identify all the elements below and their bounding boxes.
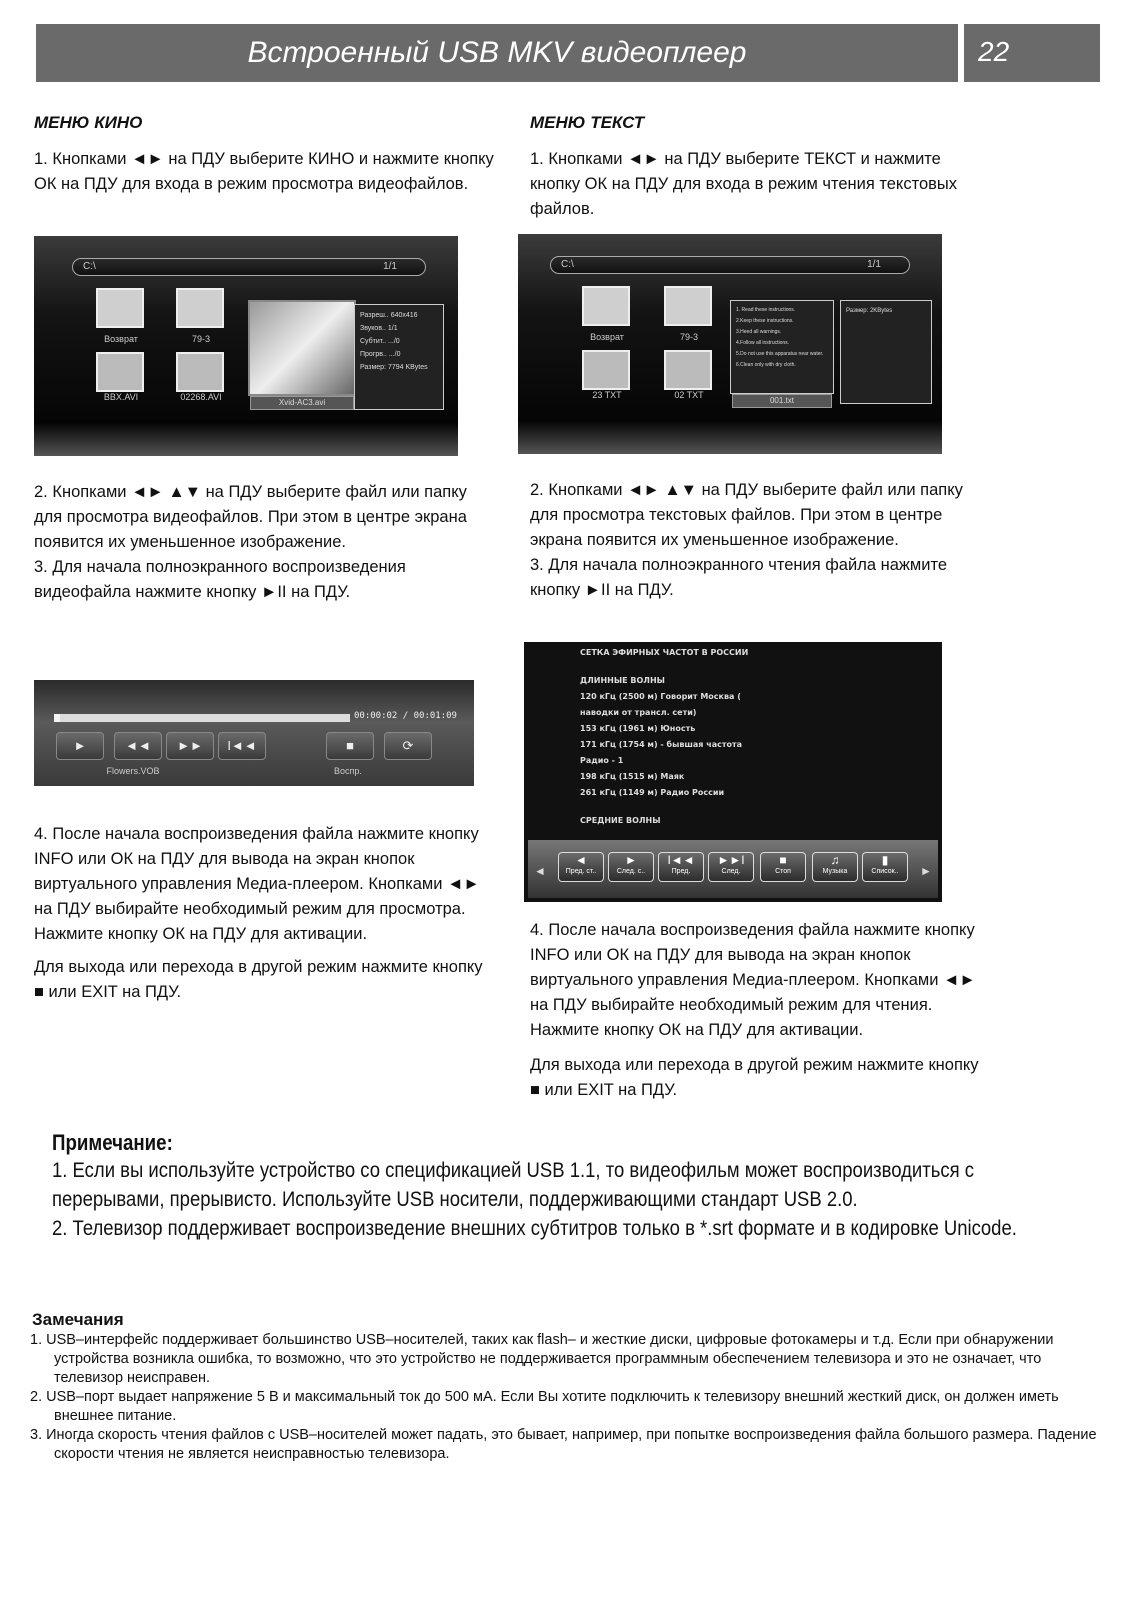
button-label: Пред. ст.. — [565, 868, 597, 875]
preview-line: 5.Do not use this apparatus near water. — [736, 351, 824, 357]
tile-label: 79-3 — [191, 334, 210, 344]
note-item-1: 1. Если вы используйте устройство со спецификацией USB 1.1, то видеофильм может воспроизводиться с перерывами, прерывисто. Используйте USB носители, поддерживающими стандарт USB 2.0. — [52, 1158, 975, 1211]
text-line: 120 кГц (2500 м) Говорит Москва ( — [580, 692, 741, 701]
file-info-panel — [840, 300, 932, 404]
text-file-icon[interactable] — [664, 350, 712, 390]
note-section — [52, 1130, 1092, 1243]
folder-icon[interactable] — [176, 288, 224, 328]
list-icon: ▮ — [881, 853, 889, 867]
playback-time: 00:00:02 / 00:01:09 — [354, 711, 457, 721]
back-folder-icon[interactable] — [96, 288, 144, 328]
prev-file-icon: I◄◄ — [667, 853, 695, 867]
tile-label: 79-3 — [679, 332, 698, 342]
info-line: Размер: 2KBytes — [846, 308, 893, 314]
prev-page-button[interactable] — [558, 852, 604, 882]
text-step-3: 3. Для начала полноэкранного чтения файла нажмите кнопку ►II на ПДУ. — [530, 556, 948, 599]
video-file-icon[interactable] — [176, 352, 224, 392]
text-count: 1/1 — [867, 259, 881, 270]
movie-path-bar — [72, 258, 426, 276]
movie-step-4: 4. После начала воспроизведения файла нажмите кнопку INFO или ОК на ПДУ для вывода на экран кнопок виртуального управления Медиа-плеером. Кнопками ◄► на ПДУ выбирайте необходимый режим для просмотра. Нажмите кнопку ОК на ПДУ для активации. — [34, 825, 480, 943]
preview-line: 1. Read these instructions. — [736, 307, 796, 313]
movie-count: 1/1 — [383, 261, 397, 272]
prev-page-icon: ◄ — [575, 853, 587, 867]
text-line: ДЛИННЫЕ ВОЛНЫ — [580, 676, 665, 685]
scroll-right-icon[interactable]: ► — [920, 864, 932, 878]
tile-label: 02 TXT — [674, 390, 704, 400]
music-button[interactable] — [812, 852, 858, 882]
text-line: 153 кГц (1961 м) Юность — [580, 724, 696, 733]
play-button[interactable]: ► — [56, 732, 104, 760]
text-control-bar — [528, 840, 938, 898]
video-player-controls — [34, 680, 474, 786]
info-line: Звуков.. 1/1 — [360, 325, 398, 332]
music-icon: ♫ — [830, 853, 840, 867]
text-browser-screen — [518, 234, 942, 454]
button-label: Стоп — [775, 868, 791, 875]
movie-menu-section — [34, 110, 494, 197]
page-title: Встроенный USB MKV видеоплеер — [36, 24, 958, 82]
movie-browser-screen — [34, 236, 458, 456]
preview-caption: 001.txt — [732, 394, 832, 408]
remarks-title: Замечания — [32, 1310, 124, 1329]
text-line: Радио - 1 — [580, 756, 624, 765]
text-line: наводки от трансл. сети) — [580, 708, 697, 717]
scroll-left-icon[interactable]: ◄ — [534, 864, 546, 878]
text-line: 261 кГц (1149 м) Радио России — [580, 788, 725, 797]
fast-forward-button[interactable]: ►► — [166, 732, 214, 760]
remark-item: 2. USB–порт выдает напряжение 5 В и максимальный ток до 500 мА. Если Вы хотите подключить к телевизору внешний жесткий диск, он должен иметь внешнее питание. — [30, 1389, 1059, 1424]
prev-file-button[interactable] — [658, 852, 704, 882]
button-label: След. с.. — [616, 868, 646, 875]
text-line: СРЕДНИЕ ВОЛНЫ — [580, 816, 661, 825]
preview-line: 2.Keep these instructions. — [736, 318, 794, 324]
text-menu-section — [530, 110, 990, 222]
text-step-4: 4. После начала воспроизведения файла нажмите кнопку INFO или ОК на ПДУ для вывода на экран кнопок виртуального управления Медиа-плеером. Кнопками ◄► на ПДУ выбирайте необходимый режим для чтения. Нажмите кнопку ОК на ПДУ для активации. — [530, 921, 976, 1039]
button-label: Пред. — [671, 868, 691, 875]
next-file-icon: ►►I — [717, 853, 745, 867]
repeat-button[interactable]: ⟳ — [384, 732, 432, 760]
info-line: Прогрв.. .../0 — [360, 351, 401, 358]
info-line: Размер: 7794 KBytes — [360, 364, 428, 371]
movie-step-2: 2. Кнопками ◄► ▲▼ на ПДУ выберите файл или папку для просмотра видеофайлов. При этом в центре экрана появится их уменьшенное изображение. — [34, 483, 467, 551]
tile-label: Возврат — [590, 332, 624, 342]
text-path: C:\ — [561, 259, 574, 270]
preview-caption: Xvid-AC3.avi — [250, 396, 354, 410]
preview-line: 6.Clean only with dry cloth. — [736, 362, 796, 368]
tile-label: 23 TXT — [592, 390, 622, 400]
text-line: 198 кГц (1515 м) Маяк — [580, 772, 685, 781]
remark-item: 1. USB–интерфейс поддерживает большинство USB–носителей, таких как flash– и жесткие диски, цифровые фотокамеры и т.д. Если при обнаружении устройства возникла ошибка, то возможно, что это устройство не поддерживается программным обеспечением телевизора и это не означает, что телевизор неисправен. — [30, 1332, 1054, 1386]
back-folder-icon[interactable] — [582, 286, 630, 326]
list-button[interactable] — [862, 852, 908, 882]
progress-fill — [54, 714, 60, 722]
next-file-button[interactable] — [708, 852, 754, 882]
preview-line: 3.Heed all warnings. — [736, 329, 782, 335]
text-step-2: 2. Кнопками ◄► ▲▼ на ПДУ выберите файл или папку для просмотра текстовых файлов. При этом в центре экрана появится их уменьшенное изображение. — [530, 481, 963, 549]
text-line: СЕТКА ЭФИРНЫХ ЧАСТОТ В РОССИИ — [580, 648, 749, 657]
preview-line: 4.Follow all instructions. — [736, 340, 790, 346]
file-info-panel — [354, 304, 444, 410]
previous-button[interactable]: I◄◄ — [218, 732, 266, 760]
stop-icon: ■ — [779, 853, 787, 867]
movie-steps-2-3 — [34, 480, 494, 605]
info-line: Разреш.. 640x416 — [360, 312, 418, 319]
video-preview — [248, 300, 356, 396]
text-line: 171 кГц (1754 м) - бывшая частота — [580, 740, 743, 749]
tile-label: BBX.AVI — [103, 392, 139, 402]
next-page-icon: ► — [625, 853, 637, 867]
movie-step-1: 1. Кнопками ◄► на ПДУ выберите КИНО и нажмите кнопку ОК на ПДУ для входа в режим просмотра видеофайлов. — [34, 150, 494, 193]
tile-label: 02268.AVI — [180, 392, 222, 402]
movie-step-3: 3. Для начала полноэкранного воспроизведения видеофайла нажмите кнопку ►II на ПДУ. — [34, 558, 406, 601]
movie-exit-note: Для выхода или перехода в другой режим нажмите кнопку ■ или EXIT на ПДУ. — [34, 958, 483, 1001]
movie-menu-title: МЕНЮ КИНО — [34, 113, 143, 132]
rewind-button[interactable]: ◄◄ — [114, 732, 162, 760]
text-path-bar — [550, 256, 910, 274]
next-page-button[interactable] — [608, 852, 654, 882]
button-label: Музыка — [822, 868, 848, 875]
text-view-screen — [524, 642, 942, 902]
remark-item: 3. Иногда скорость чтения файлов с USB–носителей может падать, это бывает, например, при попытке воспроизведения файла большого размера. Падение скорости чтения не является неисправностью телевизора. — [30, 1427, 1097, 1462]
text-steps-4 — [530, 918, 990, 1103]
video-file-icon[interactable] — [96, 352, 144, 392]
text-step-1: 1. Кнопками ◄► на ПДУ выберите ТЕКСТ и нажмите кнопку ОК на ПДУ для входа в режим чтения текстовых файлов. — [530, 150, 957, 218]
page-number: 22 — [964, 24, 1100, 82]
button-label: След. — [721, 868, 741, 875]
text-exit-note: Для выхода или перехода в другой режим нажмите кнопку ■ или EXIT на ПДУ. — [530, 1056, 979, 1099]
page-header — [36, 24, 1100, 82]
info-line: Субтит.. .../0 — [360, 338, 400, 345]
progress-bar[interactable] — [54, 714, 350, 722]
text-preview — [730, 300, 834, 394]
text-steps-2-3 — [530, 478, 990, 603]
movie-path: C:\ — [83, 261, 96, 272]
stop-button[interactable] — [760, 852, 806, 882]
playback-status: Воспр. — [334, 766, 362, 776]
button-label: Список.. — [871, 868, 899, 875]
text-menu-title: МЕНЮ ТЕКСТ — [530, 113, 645, 132]
text-file-icon[interactable] — [582, 350, 630, 390]
note-title: Примечание: — [52, 1130, 173, 1155]
remarks-section — [30, 1310, 1100, 1464]
playing-file-name: Flowers.VOB — [106, 766, 160, 776]
tile-label: Возврат — [104, 334, 138, 344]
movie-steps-4 — [34, 822, 494, 1005]
folder-icon[interactable] — [664, 286, 712, 326]
note-item-2: 2. Телевизор поддерживает воспроизведение внешних субтитров только в *.srt формате и в кодировке Unicode. — [52, 1216, 1017, 1240]
stop-button[interactable]: ■ — [326, 732, 374, 760]
